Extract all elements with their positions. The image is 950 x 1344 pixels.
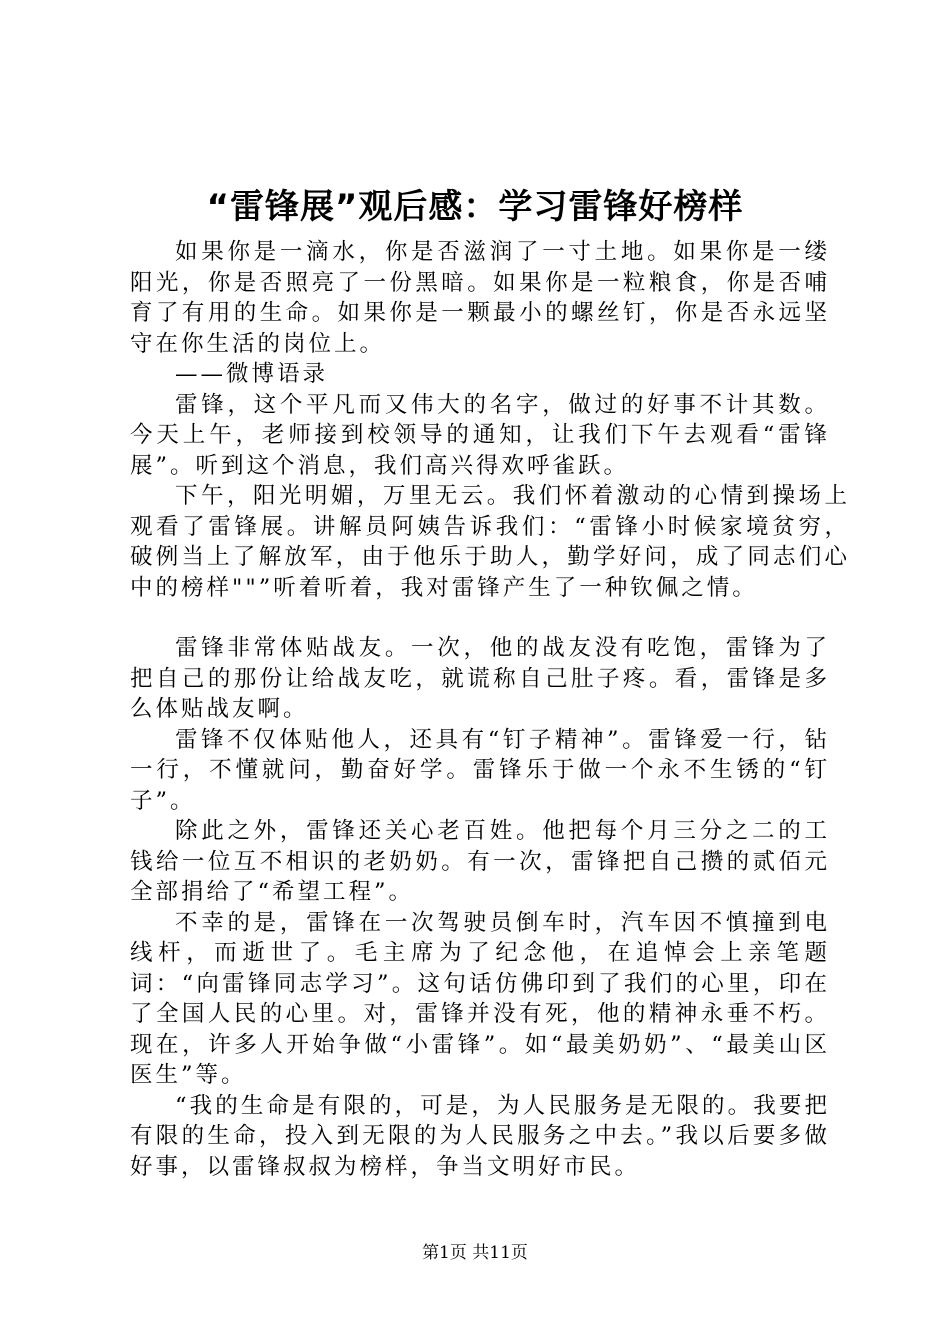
paragraph-exhibition: 下午，阳光明媚，万里无云。我们怀着激动的心情到操场上观看了雷锋展。讲解员阿姨告诉我们：“雷锋小时候家境贫穷，破例当上了解放军，由于他乐于助人，勤学好问，成了同志们心中的榜样""”听着听着，我对雷锋产生了一种钦佩之情。 xyxy=(130,483,850,601)
paragraph-intro: 雷锋，这个平凡而又伟大的名字，做过的好事不计其数。今天上午，老师接到校领导的通知，让我们下午去观看“雷锋展”。听到这个消息，我们高兴得欢呼雀跃。 xyxy=(130,391,830,479)
document-body xyxy=(130,237,850,1182)
paragraph-elderly: 除此之外，雷锋还关心老百姓。他把每个月三分之二的工钱给一位互不相识的老奶奶。有一次，雷锋把自己攒的贰佰元全部捐给了“希望工程”。 xyxy=(130,818,830,905)
document-title: “雷锋展”观后感：学习雷锋好榜样 xyxy=(206,187,744,227)
paragraph-comrades: 雷锋非常体贴战友。一次，他的战友没有吃饱，雷锋为了把自己的那份让给战友吃，就谎称自己肚子疼。看，雷锋是多么体贴战友啊。 xyxy=(130,635,830,722)
paragraph-attribution: ——微博语录 xyxy=(175,361,329,387)
paragraph-memorial: 不幸的是，雷锋在一次驾驶员倒车时，汽车因不慎撞到电线杆，而逝世了。毛主席为了纪念他，在追悼会上亲笔题词：“向雷锋同志学习”。这句话仿佛印到了我们的心里，印在了全国人民的心里。对，雷锋并没有死，他的精神永垂不朽。现在，许多人开始争做“小雷锋”。如“最美奶奶”、“最美山区医生”等。 xyxy=(130,909,830,1088)
paragraph-nail-spirit: 雷锋不仅体贴他人，还具有“钉子精神”。雷锋爱一行，钻一行，不懂就问，勤奋好学。雷锋乐于做一个永不生锈的“钉子”。 xyxy=(130,726,830,814)
paragraph-conclusion: “我的生命是有限的，可是，为人民服务是无限的。我要把有限的生命，投入到无限的为人民服务之中去。”我以后要多做好事，以雷锋叔叔为榜样，争当文明好市民。 xyxy=(130,1092,830,1180)
page-number: 第1页 共11页 xyxy=(422,1243,528,1263)
paragraph-quote: 如果你是一滴水，你是否滋润了一寸土地。如果你是一缕阳光，你是否照亮了一份黑暗。如果你是一粒粮食，你是否哺育了有用的生命。如果你是一颗最小的螺丝钉，你是否永远坚守在你生活的岗位上。 xyxy=(130,239,830,357)
